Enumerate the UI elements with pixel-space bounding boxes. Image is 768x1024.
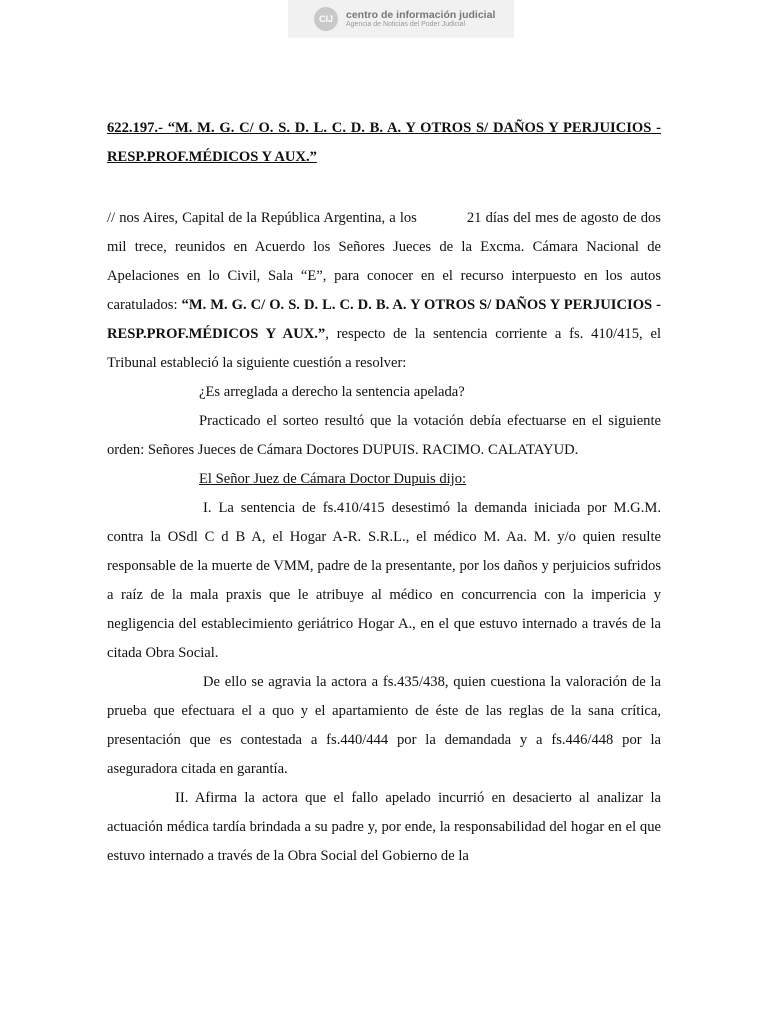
opening-end: , respecto de la sentencia corriente a fs. 410/415, el Tribunal estableció la siguiente cuestión a resolver: (107, 326, 661, 371)
judge-heading-text: El Señor Juez de Cámara Doctor Dupuis dijo: (199, 471, 467, 487)
judge-heading (107, 465, 661, 494)
site-header (288, 0, 514, 38)
document-title: 622.197.- “M. M. G. C/ O. S. D. L. C. D. B. A. Y OTROS S/ DAÑOS Y PERJUICIOS - RESP.PROF.MÉDICOS Y AUX.” (107, 120, 661, 165)
opening-day: 21 (466, 210, 482, 226)
paragraph-opening (107, 204, 661, 378)
brand-subtitle: Agencia de Noticias del Poder Judicial (346, 20, 466, 28)
paragraph-one: I. La sentencia de fs.410/415 desestimó la demanda iniciada por M.G.M. contra la OSdl C d B A, el Hogar A-R. S.R.L., el médico M. Aa. M. y/o quien resulte responsable de la muerte de VMM, padre de la presentante, por los daños y perjuicios sufridos a raíz de la mala praxis que le atribuye al médico en concurrencia con la impericia y negligencia del establecimiento geriátrico Hogar A., en el que estuvo internado a través de la citada Obra Social. (107, 500, 661, 661)
paragraph-agravio: De ello se agravia la actora a fs.435/438, quien cuestiona la valoración de la prueba que efectuara el a quo y el apartamiento de éste de las reglas de la sana crítica, presentación que es contestada a fs.440/444 por la demandada y a fs.446/448 por la aseguradora citada en garantía. (107, 674, 661, 777)
opening-continuation: días del mes de agosto de dos mil trece, reunidos en Acuerdo los Señores Jueces de la Excma. Cámara Nacional de Apelaciones en lo Civil, Sala “E”, para conocer en el recurso interpuesto en los autos caratulados: (107, 210, 661, 313)
brand-title: centro de información judicial (346, 8, 496, 21)
opening-text: // nos Aires, Capital de la República Argentina, a los (107, 210, 417, 226)
document-body (107, 114, 661, 871)
case-caption: “M. M. G. C/ O. S. D. L. C. D. B. A. Y OTROS S/ DAÑOS Y PERJUICIOS - RESP.PROF.MÉDICOS Y AUX.” (107, 297, 662, 342)
paragraph-sorteo: Practicado el sorteo resultó que la votación debía efectuarse en el siguiente orden: Señores Jueces de Cámara Doctores DUPUIS. RACIMO. CALATAYUD. (107, 413, 661, 458)
cij-logo: CIJ (314, 7, 338, 31)
brand-block (346, 10, 495, 28)
paragraph-two: II. Afirma la actora que el fallo apelado incurrió en desacierto al analizar la actuación médica tardía brindada a su padre y, por ende, la responsabilidad del hogar en el que estuvo internado a través de la Obra Social del Gobierno de la (107, 790, 661, 864)
question: ¿Es arreglada a derecho la sentencia apelada? (199, 384, 465, 400)
